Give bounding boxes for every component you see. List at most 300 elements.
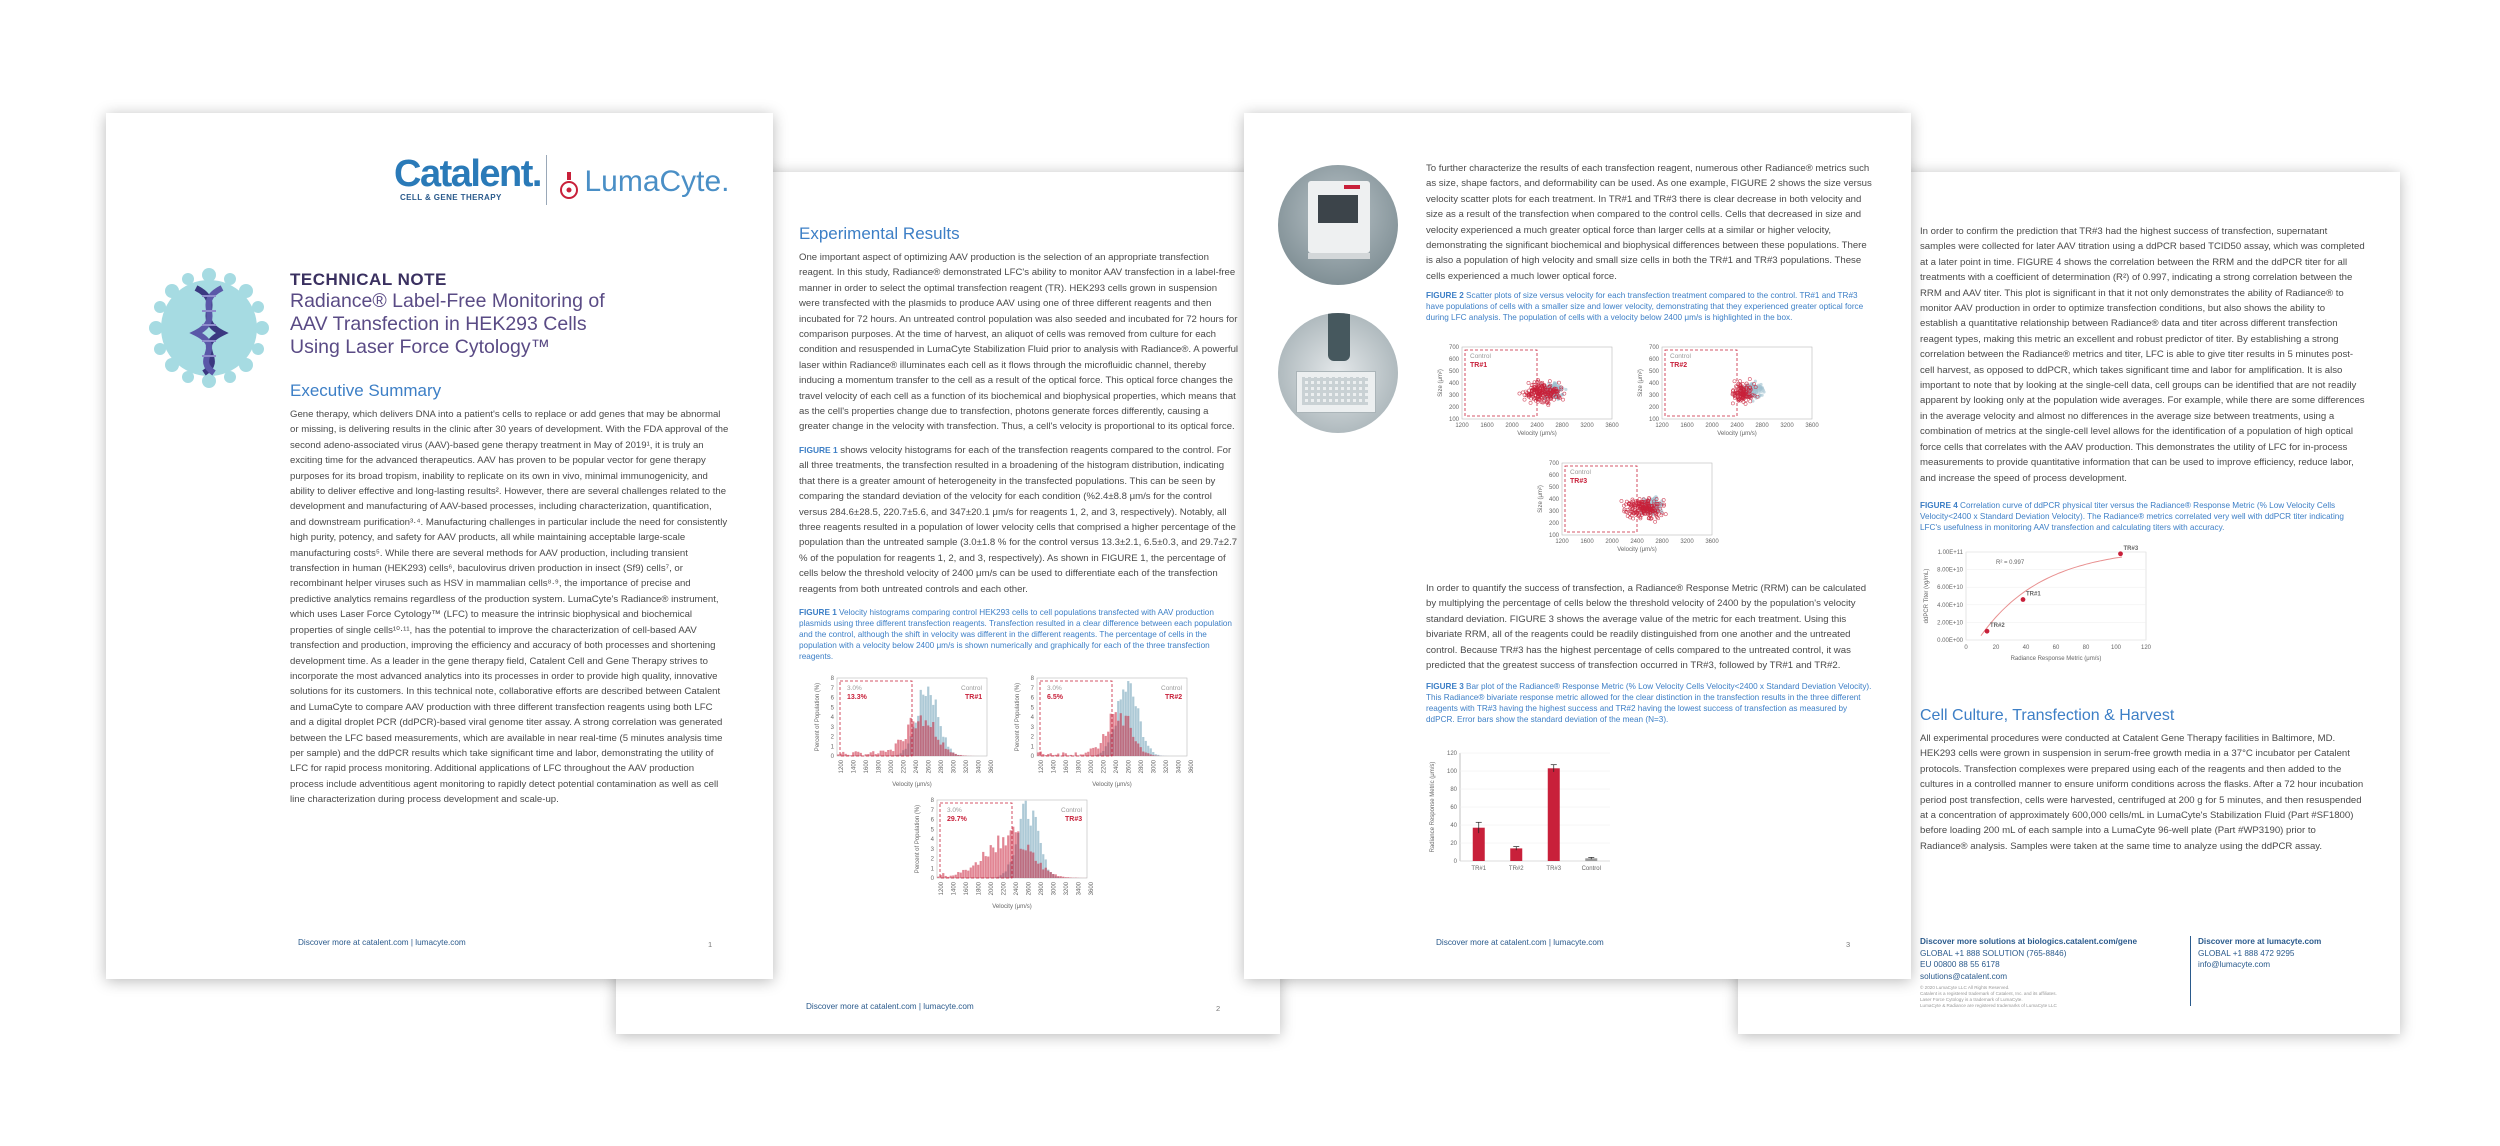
treated-bar xyxy=(892,751,894,756)
treated-bar xyxy=(1010,830,1012,878)
treated-bar xyxy=(980,861,982,878)
x-axis-label: Velocity (μm/s) xyxy=(1717,431,1757,437)
y-tick-label: 6.00E+10 xyxy=(1937,585,1963,592)
legend-treatment: TR#2 xyxy=(1165,694,1183,701)
x-tick-label: 3600 xyxy=(989,760,995,774)
y-tick-label: 100 xyxy=(1548,533,1559,539)
x-tick-label: 2800 xyxy=(1555,423,1569,429)
x-tick-label: 1600 xyxy=(1064,760,1070,774)
treated-bar xyxy=(1020,849,1022,878)
y-tick-label: 3 xyxy=(830,724,834,731)
treated-bar xyxy=(1012,827,1014,878)
y-tick-label: 200 xyxy=(1448,405,1459,411)
treated-bar xyxy=(1055,874,1057,878)
treated-bar xyxy=(965,870,967,878)
treated-bar xyxy=(1120,713,1122,756)
treated-bar xyxy=(977,865,979,878)
figure-4-correlation-chart xyxy=(1920,542,2160,677)
y-axis-label: Percent of Population (%) xyxy=(915,804,921,874)
page-3 xyxy=(1244,113,1911,979)
histogram-panel-tr2 xyxy=(1015,676,1195,788)
x-tick-label: 2200 xyxy=(1001,882,1008,896)
treated-bar xyxy=(972,866,974,878)
x-tick-label: 2000 xyxy=(1605,539,1619,545)
x-axis-label: Velocity (μm/s) xyxy=(1517,431,1557,437)
y-tick-label: 400 xyxy=(1648,381,1659,387)
y-tick-label: 200 xyxy=(1648,405,1659,411)
scatter-panel-tr2 xyxy=(1638,345,1819,437)
y-tick-label: 4 xyxy=(930,837,934,843)
control-point xyxy=(1759,385,1762,388)
treated-bar xyxy=(1000,848,1002,878)
y-tick-label: 100 xyxy=(1648,417,1659,423)
x-tick-label: 2400 xyxy=(1730,423,1744,429)
treated-bar xyxy=(1117,721,1119,756)
logo-divider xyxy=(546,155,547,205)
x-tick-label: 3200 xyxy=(1680,539,1694,545)
treated-bar xyxy=(917,721,919,756)
treated-bar xyxy=(1062,752,1064,756)
x-tick-label: 3400 xyxy=(1176,760,1183,774)
y-tick-label: 7 xyxy=(830,685,834,692)
treated-bar xyxy=(915,728,917,756)
x-tick-label: 3600 xyxy=(1605,423,1619,429)
x-tick-label: 2200 xyxy=(901,760,908,774)
y-tick-label: 6 xyxy=(830,695,834,702)
treated-bar xyxy=(955,754,957,756)
treated-bar xyxy=(1027,845,1029,878)
x-category-label: TR#3 xyxy=(1546,866,1562,872)
treated-bar xyxy=(960,755,962,756)
treated-bar xyxy=(1002,837,1004,878)
treated-bar xyxy=(995,852,997,878)
control-percent-label: 3.0% xyxy=(847,685,862,692)
y-tick-label: 500 xyxy=(1448,369,1459,375)
x-tick-label: 2600 xyxy=(1126,760,1133,774)
y-tick-label: 100 xyxy=(1448,417,1459,423)
treated-bar xyxy=(942,873,944,878)
y-tick-label: 2 xyxy=(930,856,934,863)
treated-percent-label: 29.7% xyxy=(947,816,967,823)
x-tick-label: 3600 xyxy=(1805,423,1819,429)
treated-bar xyxy=(897,740,899,756)
fine-print-3: Laser Force Cytology is a trademark of LumaCyte. xyxy=(1920,997,2023,1003)
treated-bar xyxy=(1075,752,1077,756)
treated-bar xyxy=(1085,753,1087,756)
y-tick-label: 5 xyxy=(930,827,934,834)
treated-bar xyxy=(935,737,937,756)
point-label: TR#3 xyxy=(2123,545,2139,552)
x-tick-label: 100 xyxy=(2110,645,2122,651)
y-tick-label: 300 xyxy=(1648,393,1659,399)
figure-1-ref[interactable]: FIGURE 1 xyxy=(799,444,838,455)
treated-bar xyxy=(982,852,984,878)
treated-bar xyxy=(895,743,897,756)
y-tick-label: 500 xyxy=(1648,369,1659,375)
treated-bar xyxy=(1112,714,1114,756)
note-title-line-2: AAV Transfection in HEK293 Cells xyxy=(290,313,587,335)
point-tr2 xyxy=(1985,629,1990,634)
scatter-panel-tr1 xyxy=(1438,345,1619,437)
treated-bar xyxy=(1132,737,1134,756)
x-tick-label: 1400 xyxy=(851,760,858,774)
treated-percent-label: 13.3% xyxy=(847,694,867,701)
y-tick-label: 300 xyxy=(1448,393,1459,399)
y-tick-label: 40 xyxy=(1450,823,1457,829)
control-point xyxy=(1762,390,1765,393)
x-tick-label: 3600 xyxy=(1089,882,1095,896)
y-tick-label: 8 xyxy=(1030,676,1034,682)
treated-bar xyxy=(887,750,889,756)
legend-control: Control xyxy=(1670,353,1691,360)
x-tick-label: 3400 xyxy=(1076,882,1083,896)
treated-bar xyxy=(857,752,859,756)
x-tick-label: 3200 xyxy=(1164,760,1170,774)
treated-bar xyxy=(975,862,977,878)
x-tick-label: 1600 xyxy=(1580,539,1594,545)
figure-3-bar-chart xyxy=(1426,745,1626,885)
x-category-label: Control xyxy=(1581,866,1601,872)
x-tick-label: 3600 xyxy=(1705,539,1719,545)
catalent-eu-phone[interactable]: EU 00800 88 55 6178 xyxy=(1920,960,2000,970)
y-tick-label: 700 xyxy=(1548,461,1559,467)
p1-footer-link[interactable]: Discover more at catalent.com | lumacyte.com xyxy=(298,938,466,947)
catalent-contact-block xyxy=(1920,936,2170,1009)
y-tick-label: 1 xyxy=(830,744,834,751)
treated-bar xyxy=(992,847,994,878)
exp-results-para-1: One important aspect of optimizing AAV production is the selection of an appropriate transfection reagent. In this study, Radiance® demonstrated LFC's ability to monitor AAV transfection in a label-free manner in order to select the optimal transfection reagent (TR). HEK293 cells grown in suspension were transfected with the plasmids to produce AAV using one of three different reagents and then incubated for 72 hours. An untreated control population was also seeded and incubated for 72 hours for comparison purposes. At the time of harvest, an aliquot of cells was removed from culture for each condition and resuspended in LumaCyte Stabilization Fluid prior to analysis with Radiance®. A powerful laser within Radiance® illuminates each cell as it flows through the microfluidic channel, thereby inducing a momentum transfer to the cell as a result of the optical force. This optical force changes the travel velocity of each cell as a function of its biochemical and biophysical properties, which means that as the cell's properties change due to transfection, photons generate forces differently, causing a greater change in the velocity with transfection. Thus, a cell's velocity is proportional to its optical force. xyxy=(799,252,1239,433)
p3-para-2: In order to quantify the success of transfection, a Radiance® Response Metric (RRM) can be calculated by multiplying the percentage of cells below the threshold velocity of 2400 by the population's velocity standard deviation. FIGURE 3 shows the average value of the metric for each treatment. Using this bivariate RRM, all of the reagents could be readily distinguished from one another and the untreated control. Because TR#3 has the highest percentage of cells compared to the untreated control, it was predicted that the greatest success of transfection occurred in TR#3, followed by TR#1 and TR#2. xyxy=(1426,583,1867,672)
treated-bar xyxy=(1035,861,1037,878)
y-tick-label: 600 xyxy=(1448,357,1459,363)
treated-bar xyxy=(1017,831,1019,878)
x-tick-label: 1600 xyxy=(1480,423,1494,429)
x-tick-label: 1200 xyxy=(839,760,845,774)
x-tick-label: 3200 xyxy=(1580,423,1594,429)
treated-bar xyxy=(1140,747,1142,756)
x-axis-label: Radiance Response Metric (μm/s) xyxy=(2010,656,2102,662)
y-tick-label: 4 xyxy=(830,715,834,721)
y-tick-label: 8 xyxy=(930,798,934,804)
treated-bar xyxy=(1097,749,1099,756)
x-tick-label: 2000 xyxy=(1089,760,1095,774)
treated-bar xyxy=(955,875,957,878)
legend-treatment: TR#1 xyxy=(965,694,983,701)
x-tick-label: 2400 xyxy=(1630,539,1644,545)
y-axis-label: Percent of Population (%) xyxy=(815,682,821,752)
treated-bar xyxy=(1037,752,1039,756)
treated-bar xyxy=(1107,732,1109,756)
control-point xyxy=(1564,388,1567,391)
treated-bar xyxy=(1007,835,1009,878)
treated-bar xyxy=(1152,755,1154,756)
treated-bar xyxy=(1110,714,1112,756)
y-tick-label: 0.00E+00 xyxy=(1937,638,1963,644)
treated-bar xyxy=(1065,877,1067,878)
x-tick-label: 2000 xyxy=(889,760,895,774)
figure-2-scatter-plots xyxy=(1426,341,1866,571)
figure-1-caption: FIGURE 1 Velocity histograms comparing control HEK293 cells to cell populations transfected with AAV production plasmids using three different transfection reagents. Transfection resulted in a clear difference between each population and the control, although the shift in velocity was different in the different reagents. The percentage of cells in the population with a velocity below 2400 μm/s is shown numerically and graphically for each of the three transfection reagents. xyxy=(799,607,1232,661)
x-axis-label: Velocity (μm/s) xyxy=(1617,547,1657,553)
treated-bar xyxy=(937,877,939,878)
treated-bar xyxy=(882,751,884,756)
treated-bar xyxy=(1030,851,1032,878)
x-tick-label: 2800 xyxy=(939,760,945,774)
x-tick-label: 3200 xyxy=(1064,882,1070,896)
x-tick-label: 60 xyxy=(2052,645,2060,651)
bar-tr2 xyxy=(1510,848,1522,861)
treated-bar xyxy=(985,856,987,878)
p1-page-number: 1 xyxy=(708,940,713,949)
treated-bar xyxy=(1142,752,1144,756)
treated-bar xyxy=(1032,853,1034,878)
y-tick-label: 60 xyxy=(1450,805,1457,811)
treated-bar xyxy=(1087,752,1089,756)
legend-control: Control xyxy=(1061,807,1082,814)
treated-bar xyxy=(952,753,954,756)
treated-bar xyxy=(922,726,924,756)
x-tick-label: 2200 xyxy=(1101,760,1108,774)
treated-bar xyxy=(962,755,964,756)
p2-page-number: 2 xyxy=(1216,1004,1221,1013)
treated-bar xyxy=(1042,869,1044,878)
treated-bar xyxy=(910,718,912,756)
treated-bar xyxy=(962,870,964,878)
treated-bar xyxy=(907,725,909,756)
treated-bar xyxy=(905,739,907,756)
control-point xyxy=(1756,389,1759,392)
x-tick-label: 2800 xyxy=(1139,760,1145,774)
legend-control: Control xyxy=(1161,685,1182,692)
figure-4-caption: FIGURE 4 Correlation curve of ddPCR physical titer versus the Radiance® Response Metric (% Low Velocity Cells Velocity<2400 x Standard Deviation Velocity). The Radiance® metrics correlated very well with ddPCR titer indicating LFC's usefulness in monitoring AAV transfection and calculating titers with accuracy. xyxy=(1920,500,2344,532)
y-tick-label: 600 xyxy=(1548,473,1559,479)
x-tick-label: 1800 xyxy=(976,882,983,896)
x-tick-label: 1200 xyxy=(1655,423,1669,429)
treated-bar xyxy=(945,749,947,756)
treated-bar xyxy=(1062,877,1064,878)
technical-note-label: TECHNICAL NOTE xyxy=(290,270,447,289)
y-tick-label: 120 xyxy=(1446,751,1457,757)
catalent-email[interactable]: solutions@catalent.com xyxy=(1920,971,2008,981)
y-tick-label: 1.00E+11 xyxy=(1937,550,1963,556)
treated-bar xyxy=(1145,753,1147,756)
y-tick-label: 400 xyxy=(1548,497,1559,503)
point-label: TR#2 xyxy=(1990,623,2005,630)
treated-bar xyxy=(1045,868,1047,878)
p3-footer-link[interactable]: Discover more at catalent.com | lumacyte.com xyxy=(1436,938,1604,947)
y-tick-label: 6 xyxy=(1030,695,1034,702)
figure-2-caption: FIGURE 2 Scatter plots of size versus velocity for each transfection treatment compared to the control. TR#1 and TR#3 have populations of cells with a smaller size and lower velocity, demonstrating that they experienced greater optical force during LFC analysis. The population of cells with a velocity below 2400 μm/s is highlighted in the box. xyxy=(1426,291,1864,323)
y-tick-label: 0 xyxy=(1030,754,1034,760)
treated-bar xyxy=(1090,749,1092,756)
treated-bar xyxy=(837,754,839,756)
x-tick-label: 2400 xyxy=(1530,423,1544,429)
lumacyte-mark-icon xyxy=(558,170,580,204)
x-tick-label: 3200 xyxy=(1780,423,1794,429)
treated-bar xyxy=(987,857,989,878)
treated-bar xyxy=(1092,748,1094,756)
treated-bar xyxy=(1102,734,1104,756)
y-axis-label: ddPCR Titer (vg/mL) xyxy=(1924,568,1930,624)
note-title-line-3: Using Laser Force Cytology™ xyxy=(290,336,551,358)
treated-bar xyxy=(1015,832,1017,878)
treated-bar xyxy=(940,745,942,756)
x-tick-label: 1400 xyxy=(1051,760,1058,774)
executive-summary-heading: Executive Summary xyxy=(290,381,442,400)
treated-bar xyxy=(1125,716,1127,756)
treated-bar xyxy=(932,722,934,756)
treated-bar xyxy=(872,751,874,756)
treated-bar xyxy=(1095,747,1097,756)
aav-virus-dna-illustration xyxy=(144,263,274,393)
treated-bar xyxy=(855,751,857,756)
treated-bar xyxy=(937,740,939,756)
y-axis-label: Size (μm²) xyxy=(1538,485,1544,513)
p4-para-2: All experimental procedures were conducted at Catalent Gene Therapy facilities in Baltimore, MD. HEK293 cells were grown in suspension in serum-free growth media in a 37°C incubator per Catalent protocols. Transfection complexes were prepared using each of the reagents and then added to the cultures in a controlled manner to ensure uniform conditions across the flasks. After a 72 hour incubation period post transfection, cells were harvested, centrifuged at 200 g for 5 minutes, and then resuspended at a concentration of approximately 600,000 cells/mL in LumaCyte's Stabilization Fluid (Part #SF1800) before loading 200 mL of each sample into a LumaCyte 96-well plate (Part #WP3190) prior to Radiance® analysis. Samples were taken at the same time to analyze using the ddPCR assay. xyxy=(1920,733,2364,852)
x-tick-label: 1600 xyxy=(964,882,970,896)
treated-bar xyxy=(912,721,914,756)
x-tick-label: 3000 xyxy=(1151,760,1158,774)
x-tick-label: 2000 xyxy=(1505,423,1519,429)
x-tick-label: 1800 xyxy=(1076,760,1083,774)
y-tick-label: 0 xyxy=(830,754,834,760)
x-tick-label: 1200 xyxy=(1039,760,1045,774)
treated-bar xyxy=(1147,753,1149,756)
treated-percent-label: 6.5% xyxy=(1047,694,1063,701)
y-tick-label: 0 xyxy=(930,876,934,882)
treated-bar xyxy=(1065,753,1067,756)
treated-bar xyxy=(890,750,892,756)
lumacyte-global-phone[interactable]: GLOBAL +1 888 472 9295 xyxy=(2198,948,2295,958)
treated-bar xyxy=(870,752,872,756)
x-tick-label: 120 xyxy=(2140,645,2152,651)
treated-bar xyxy=(1100,743,1102,756)
treated-bar xyxy=(1067,877,1069,878)
x-tick-label: 1200 xyxy=(1455,423,1469,429)
p4-para-1: In order to confirm the prediction that TR#3 had the highest success of transfection, supernatant samples were collected for later AAV titration using a ddPCR based TCID50 assay, which was completed at a later point in time. FIGURE 4 shows the correlation between the RRM and the ddPCR titer for all treatments with a coefficient of determination (R²) of 0.997, indicating a strong correlation between the RRM and AAV titer. This plot is significant in that it not only demonstrates the ability of Radiance® to monitor AAV production in order to optimize transfection conditions, but also shows the ability to establish a quantitative relationship between Radiance® data and titer across different transfection reagent types, making this metric an excellent and robust predictor of titer. By establishing a strong correlation between the Radiance® metrics and titer, LFC is able to give titer results in 5 minutes post-cell harvest, as opposed to ddPCR, which takes significant time and labor for amplification. It is also important to note that by looking at the single-cell data, cell groups can be identified that are not readily apparent by looking only at the population wide averages. For example, while there are some differences in the average velocity and almost no differences in the average size between treatments, using a combination of metrics at the single-cell level allows for the identification of a population of high optical force cells that correlates with the AAV production. This demonstrates the utility of LFC for in-process measurements to provide quantitative information that can be used to improve efficiency, reduce labor, and increase the speed of process development. xyxy=(1920,226,2365,484)
x-tick-label: 20 xyxy=(1992,645,2000,651)
treated-bar xyxy=(957,872,959,878)
y-tick-label: 4.00E+10 xyxy=(1937,602,1963,609)
y-tick-label: 400 xyxy=(1448,381,1459,387)
x-tick-label: 2600 xyxy=(1026,882,1033,896)
y-tick-label: 3 xyxy=(1030,724,1034,731)
catalent-global-phone[interactable]: GLOBAL +1 888 SOLUTION (765-8846) xyxy=(1920,948,2067,958)
catalent-contact-title[interactable]: Discover more solutions at biologics.catalent.com/gene xyxy=(1920,937,2138,946)
treated-bar xyxy=(930,727,932,756)
treated-bar xyxy=(1105,736,1107,756)
figure-3-caption: FIGURE 3 Bar plot of the Radiance® Response Metric (% Low Velocity Cells Velocity<2400 x Standard Deviation Velocity). This Radiance® bivariate response metric allowed for the clear distinction in the transfection results in the three different reagents with TR#3 having the highest success and TR#2 having the lowest success of transfection as measured by ddPCR. Error bars show the standard deviation of the mean (N=3). xyxy=(1426,682,1872,725)
histogram-panel-tr3 xyxy=(915,798,1095,910)
radiance-instrument-photo xyxy=(1278,165,1398,285)
cell-culture-heading: Cell Culture, Transfection & Harvest xyxy=(1920,707,2175,724)
x-tick-label: 2800 xyxy=(1655,539,1669,545)
treated-bar xyxy=(967,871,969,878)
r-squared-label: R² = 0.997 xyxy=(1996,560,2025,566)
treated-bar xyxy=(1115,712,1117,756)
treated-bar xyxy=(947,749,949,756)
y-tick-label: 600 xyxy=(1648,357,1659,363)
legend-control: Control xyxy=(961,685,982,692)
treated-bar xyxy=(902,741,904,756)
p2-footer-link[interactable]: Discover more at catalent.com | lumacyte.com xyxy=(806,1002,974,1011)
legend-control: Control xyxy=(1470,353,1491,360)
lumacyte-email[interactable]: info@lumacyte.com xyxy=(2198,960,2271,970)
x-tick-label: 1600 xyxy=(1680,423,1694,429)
figure-1-histograms xyxy=(811,672,1231,912)
y-axis-label: Percent of Population (%) xyxy=(1015,682,1021,752)
legend-treatment: TR#3 xyxy=(1570,478,1588,485)
y-axis-label: Size (μm²) xyxy=(1438,369,1444,397)
treated-bar xyxy=(860,753,862,756)
x-tick-label: 3000 xyxy=(1051,882,1058,896)
control-point xyxy=(1555,382,1558,385)
x-tick-label: 3400 xyxy=(976,760,983,774)
fine-print-2: Catalent is a registered trademark of Catalent, Inc. and its affiliates. xyxy=(1920,991,2057,997)
control-percent-label: 3.0% xyxy=(947,807,962,814)
treated-bar xyxy=(1050,753,1052,756)
treated-bar xyxy=(1135,741,1137,756)
legend-treatment: TR#2 xyxy=(1670,362,1688,369)
x-tick-label: 80 xyxy=(2082,645,2090,651)
x-tick-label: 2000 xyxy=(1705,423,1719,429)
x-tick-label: 1600 xyxy=(864,760,870,774)
legend-control: Control xyxy=(1570,469,1591,476)
p3-para-1: To further characterize the results of each transfection reagent, numerous other Radiance® metrics such as size, shape factors, and deformability can be used. As one example, FIGURE 2 shows the size versus velocity scatter plots for each treatment. In TR#1 and TR#3 there is clear decrease in both velocity and size as a result of the transfection when compared to the control cells. Cells that decreased in size and velocity experienced a much greater optical force than larger cells at a similar or higher velocity, demonstrating the significant biochemical and biophysical differences between these populations. There is also a population of high velocity and small size cells in both the TR#1 and TR#3 populations. These cells experienced a much lower optical force. xyxy=(1426,163,1872,282)
y-tick-label: 20 xyxy=(1450,841,1457,847)
y-tick-label: 3 xyxy=(930,846,934,853)
y-tick-label: 1 xyxy=(1030,744,1034,751)
treated-bar xyxy=(925,720,927,756)
x-tick-label: 2400 xyxy=(1014,882,1020,896)
x-tick-label: 3000 xyxy=(951,760,958,774)
treated-bar xyxy=(920,715,922,756)
y-tick-label: 2 xyxy=(1030,734,1034,741)
x-tick-label: 2600 xyxy=(926,760,933,774)
treated-bar xyxy=(1050,872,1052,878)
lumacyte-contact-title[interactable]: Discover more at lumacyte.com xyxy=(2198,937,2322,946)
executive-summary-body: Gene therapy, which delivers DNA into a patient's cells to replace or add genes that may be abnormal or missing, is delivering results in the clinic after 30 years of development. With the FDA approval of the second adeno-associated virus (AAV)-based gene therapy treatment in May of 2019¹, it is truly an exciting time for the advanced therapeutics. AAV has proven to be popular vector for gene therapy purposes for its broad tropism, inability to replicate on its own in vivo, minimal immunogenicity, and ability to deliver effective and long-lasting results². However, there are several challenges related to the development and manufacturing of AAV-based processes, including characterization, quantification, and downstream purification³·⁴. Manufacturing challenges in particular include the need for consistently high purity, potency, and safety for AAV products, all while maintaining acceptable large-scale manufacturing costs⁵. While there are several methods for AAV production, including transient transfection in human (HEK293) cells⁶, baculovirus driven production in insect (Sf9) cells⁷, or recombinant helper viruses such as HSV in mammalian cells⁸·⁹, the importance of precise and predictive analytics remains regardless of the production system. LumaCyte's Radiance® instrument, which uses Laser Force Cytology™ (LFC) to measure the intrinsic biophysical and biochemical properties of single cells¹⁰·¹¹, has the potential to improve the characterization of cell-based AAV transfection and production, improving the efficiency and accuracy of both processes and shortening development time. As a leader in the gene therapy field, Catalent Cell and Gene Therapy strives to incorporate the most advanced analytics into its processes in order to provide high quality, innovative solutions for its customers. In this technical note, collaborative efforts are described between Catalent and LumaCyte to compare AAV production with three different transfection reagents using both LFC and a digital droplet PCR (ddPCR)-based viral genome titer assay. A strong correlation was generated between the LFC based measurements, which are available in near real-time (5 minutes analysis time per sample) and the ddPCR results which take significant time and labor, demonstrating the utility of LFC for rapid process monitoring. Additional applications of LFC throughout the AAV production process include adventitious agent monitoring to rapidly detect potential contamination as well as cell line characterization during process development and scale-up. xyxy=(290,409,729,806)
treated-bar xyxy=(1037,864,1039,878)
x-tick-label: 2400 xyxy=(914,760,920,774)
x-tick-label: 1800 xyxy=(876,760,883,774)
treated-bar xyxy=(1127,716,1129,756)
bar-plot-area xyxy=(1430,751,1610,872)
bar-tr3 xyxy=(1548,768,1560,861)
treated-bar xyxy=(957,755,959,756)
treated-bar xyxy=(970,868,972,878)
x-tick-label: 2800 xyxy=(1755,423,1769,429)
treated-bar xyxy=(950,752,952,756)
fine-print-1: © 2020 LumaCyte LLC All Rights Reserved. xyxy=(1920,985,2010,991)
x-axis-label: Velocity (μm/s) xyxy=(992,904,1032,910)
note-title-line-1: Radiance® Label-Free Monitoring of xyxy=(290,290,605,312)
y-tick-label: 80 xyxy=(1450,787,1457,793)
treated-bar xyxy=(1047,871,1049,878)
legend-treatment: TR#3 xyxy=(1065,816,1083,823)
treated-bar xyxy=(927,725,929,756)
lumacyte-logo: LumaCyte. xyxy=(558,165,730,204)
y-tick-label: 7 xyxy=(930,807,934,814)
y-axis-label: Size (μm²) xyxy=(1638,369,1644,397)
y-tick-label: 1 xyxy=(930,866,934,873)
y-tick-label: 5 xyxy=(1030,705,1034,712)
y-tick-label: 2 xyxy=(830,734,834,741)
control-percent-label: 3.0% xyxy=(1047,685,1062,692)
fine-print-4: LumaCyte & Radiance are registered trademarks of LumaCyte LLC xyxy=(1920,1003,2057,1009)
treated-bar xyxy=(990,845,992,878)
treated-bar xyxy=(880,751,882,756)
